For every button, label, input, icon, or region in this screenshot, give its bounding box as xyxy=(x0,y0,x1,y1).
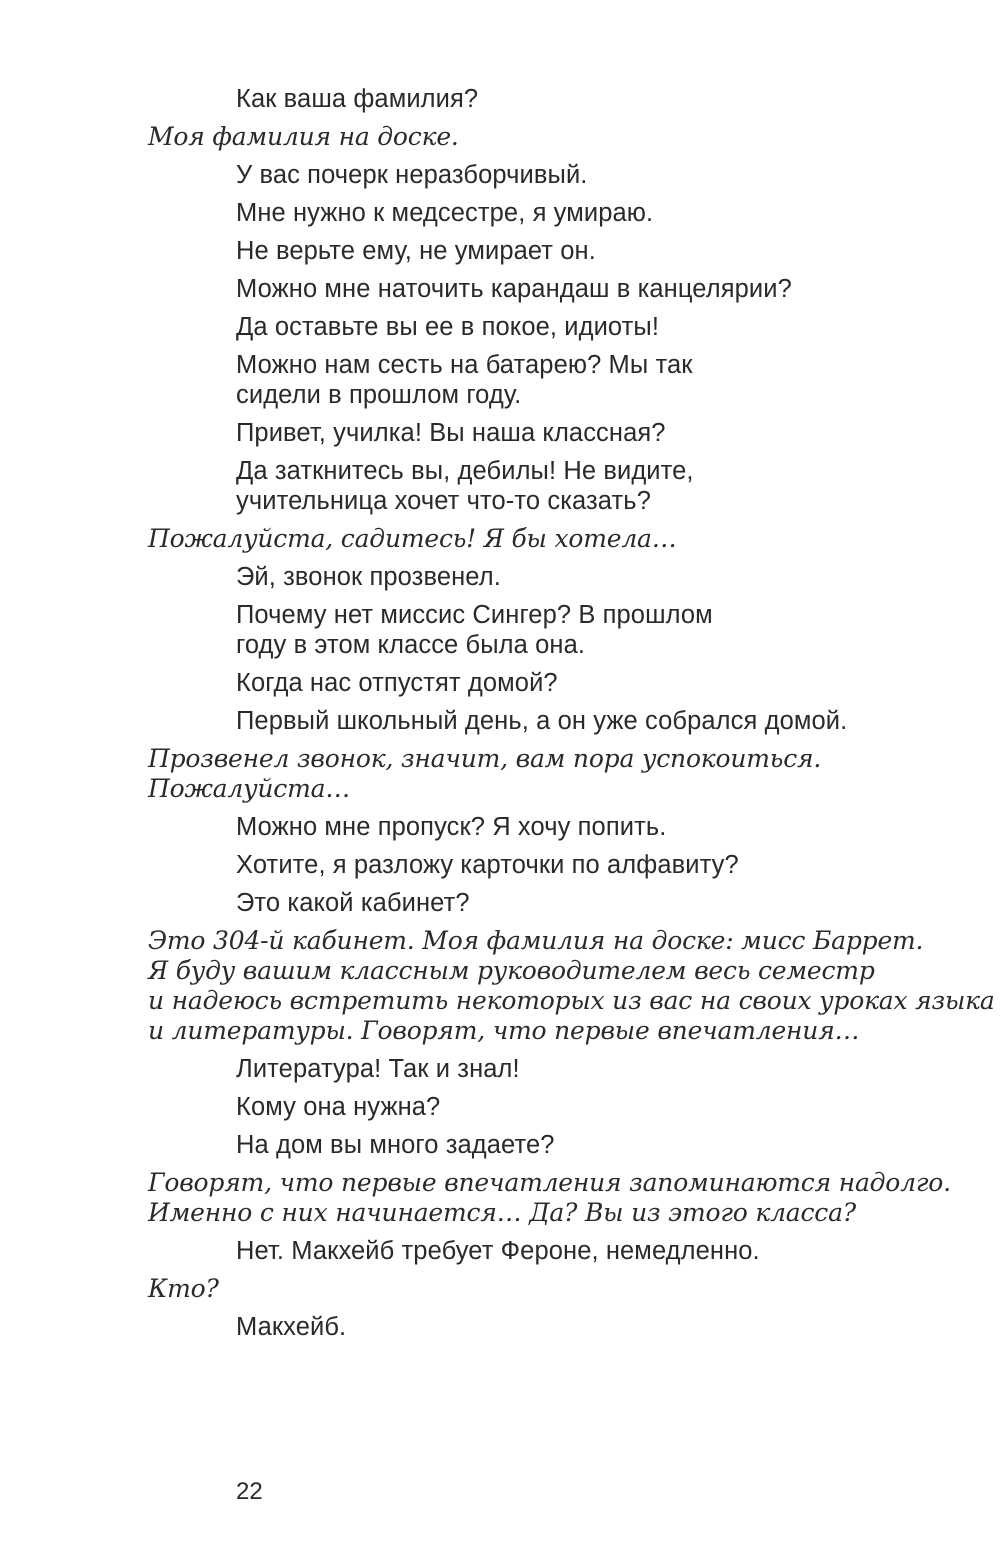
student-line xyxy=(148,1312,968,1342)
student-line xyxy=(148,456,968,516)
text-line: Мне нужно к медсестре, я умираю. xyxy=(236,199,654,227)
text-line: Нет. Макхейб требует Фероне, немедленно. xyxy=(236,1237,760,1265)
text-line: Первый школьный день, а он уже собрался домой. xyxy=(236,707,848,735)
text-line: Да заткнитесь вы, дебилы! Не видите, xyxy=(236,457,694,485)
text-line: Это какой кабинет? xyxy=(236,889,470,917)
page-number: 22 xyxy=(236,1478,263,1505)
student-line xyxy=(148,600,968,660)
student-line xyxy=(148,274,968,304)
text-line: Пожалуйста… xyxy=(148,774,351,803)
student-line xyxy=(148,850,968,880)
text-line: Как ваша фамилия? xyxy=(236,85,479,113)
text-line: Именно с них начинается… Да? Вы из этого класса? xyxy=(148,1198,857,1227)
student-line xyxy=(148,1054,968,1084)
text-line: Литература! Так и знал! xyxy=(236,1055,520,1083)
dialogue-text xyxy=(148,84,995,1350)
text-line: Пожалуйста, садитесь! Я бы хотела… xyxy=(148,524,677,553)
text-line: году в этом классе была она. xyxy=(236,631,586,659)
text-line: Говорят, что первые впечатления запоминаются надолго. xyxy=(148,1168,951,1197)
text-line: Макхейб. xyxy=(236,1313,347,1341)
text-line: Я буду вашим классным руководителем весь семестр xyxy=(148,956,875,985)
student-line xyxy=(148,198,968,228)
text-line: Можно нам сесть на батарею? Мы так xyxy=(236,351,693,379)
student-line xyxy=(148,1236,968,1266)
student-line xyxy=(148,562,968,592)
teacher-line xyxy=(148,1274,968,1304)
student-line xyxy=(148,1130,968,1160)
text-line: Можно мне наточить карандаш в канцелярии? xyxy=(236,275,792,303)
student-line xyxy=(148,236,968,266)
text-line: Почему нет миссис Сингер? В прошлом xyxy=(236,601,713,629)
student-line xyxy=(148,1092,968,1122)
text-line: и надеюсь встретить некоторых из вас на своих уроках языка xyxy=(148,986,995,1015)
student-line xyxy=(148,812,968,842)
text-line: Это 304-й кабинет. Моя фамилия на доске: мисс Баррет. xyxy=(148,926,924,955)
student-line xyxy=(148,888,968,918)
text-line: Не верьте ему, не умирает он. xyxy=(236,237,596,265)
text-line: На дом вы много задаете? xyxy=(236,1131,555,1159)
teacher-line xyxy=(148,926,995,1046)
student-line xyxy=(148,706,968,736)
text-line: Кто? xyxy=(148,1274,219,1303)
text-line: сидели в прошлом году. xyxy=(236,381,522,409)
text-line: Да оставьте вы ее в покое, идиоты! xyxy=(236,313,660,341)
student-line xyxy=(148,668,968,698)
text-line: У вас почерк неразборчивый. xyxy=(236,161,588,189)
text-line: Эй, звонок прозвенел. xyxy=(236,563,501,591)
teacher-line xyxy=(148,744,968,804)
teacher-line xyxy=(148,1168,968,1228)
teacher-line xyxy=(148,524,968,554)
student-line xyxy=(148,350,968,410)
text-line: Привет, училка! Вы наша классная? xyxy=(236,419,666,447)
student-line xyxy=(148,84,968,114)
student-line xyxy=(148,312,968,342)
text-line: учительница хочет что-то сказать? xyxy=(236,487,651,515)
text-line: Моя фамилия на доске. xyxy=(148,122,459,151)
student-line xyxy=(148,160,968,190)
text-line: Кому она нужна? xyxy=(236,1093,441,1121)
text-line: Можно мне пропуск? Я хочу попить. xyxy=(236,813,667,841)
text-line: и литературы. Говорят, что первые впечатления… xyxy=(148,1016,860,1045)
text-line: Прозвенел звонок, значит, вам пора успокоиться. xyxy=(148,744,822,773)
student-line xyxy=(148,418,968,448)
teacher-line xyxy=(148,122,968,152)
text-line: Когда нас отпустят домой? xyxy=(236,669,558,697)
text-line: Хотите, я разложу карточки по алфавиту? xyxy=(236,851,739,879)
